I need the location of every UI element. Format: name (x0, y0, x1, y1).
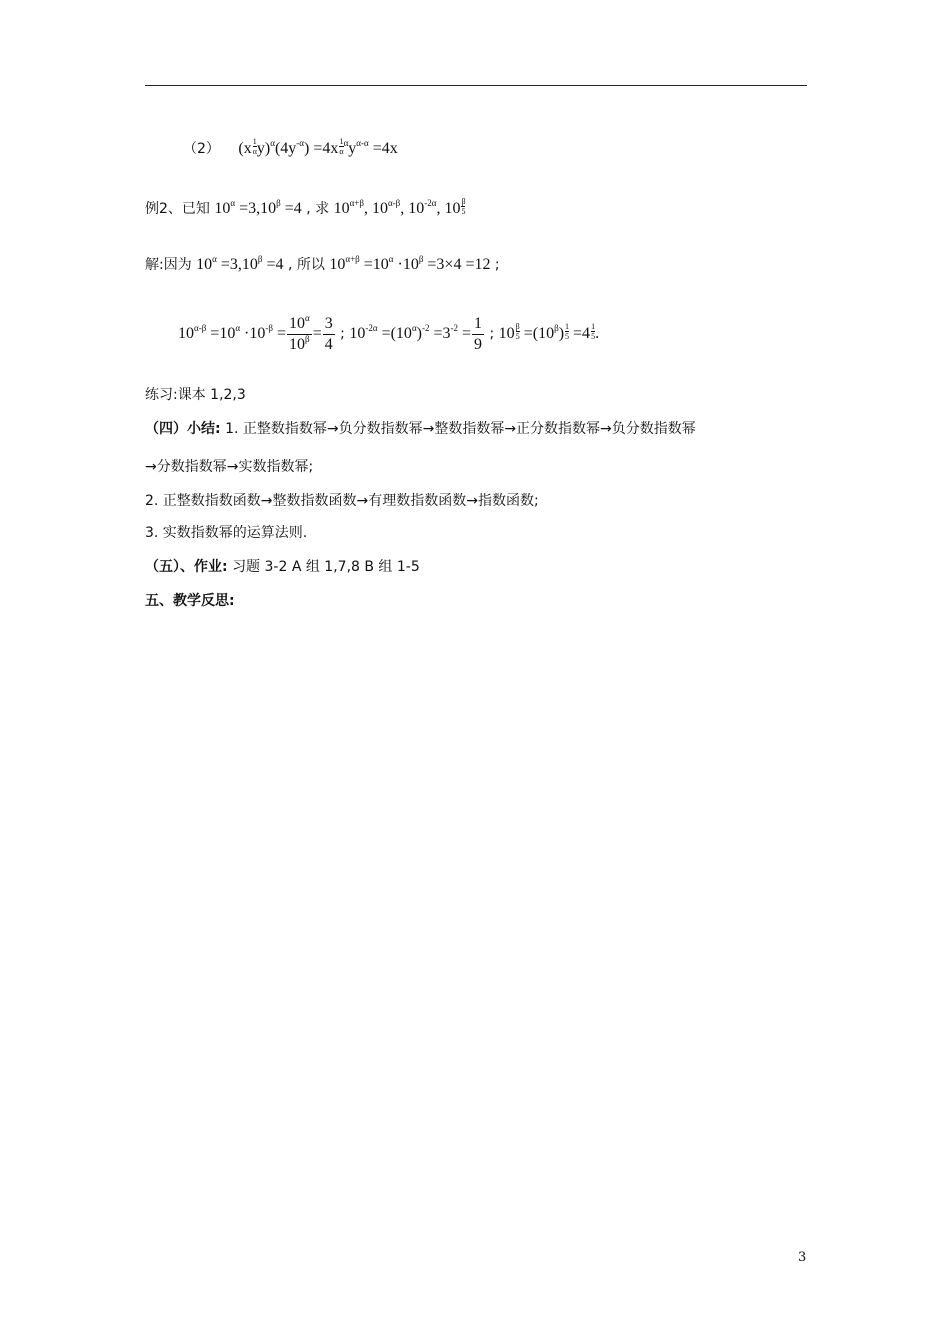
homework-line (145, 556, 420, 576)
solution-eq2a: $10^{\alpha-\beta} =10^\alpha \cdot 10^{-\beta}$ = $\frac{10^\alpha}{10^\beta}$ = $\frac{3}{4}$ (178, 313, 333, 353)
page-number: 3 (798, 1250, 807, 1265)
summary-item1-b: →分数指数幂→实数指数幂; (145, 459, 314, 475)
example2-line: 例2、已知 $10^\alpha =3,10^\beta =4$ , 求 $10^{\alpha+\beta}$, $10^{\alpha-\beta}$, $10^{-2\alpha}$, 10 $\frac{\beta}{5}$ (145, 197, 466, 217)
summary-line1 (145, 418, 696, 438)
summary-item3: 3. 实数指数幂的运算法则. (145, 525, 308, 541)
summary-item1-a: 1. 正整数指数幂→负分数指数幂→整数指数幂→正分数指数幂→负分数指数幂 (225, 421, 696, 437)
solution-eq2b: $10^{-2\alpha} =(10^\alpha)^{-2} =3^{-2}$ = $\frac{1}{9}$ (349, 315, 483, 353)
example2-prefix: 例2、已知 (145, 201, 210, 217)
homework-heading: （五）、作业: (145, 559, 228, 575)
solution-so: 所以 (296, 257, 325, 273)
example2-items: $10^{\alpha+\beta}$, $10^{\alpha-\beta}$, $10^{-2\alpha}$, 10 $\frac{\beta}{5}$ (333, 197, 466, 217)
reflection-heading: 五、教学反思: (145, 593, 235, 609)
part2-label: （2） (183, 141, 220, 157)
practice-line: 练习:课本 1,2,3 (145, 387, 246, 403)
solution-line2: $10^{\alpha-\beta} =10^\alpha \cdot 10^{-\beta}$ = $\frac{10^\alpha}{10^\beta}$ = $\frac{3}{4}$ ; $10^{-2\alpha} =(10^\alpha)^{-2} =3^{-2}$ = $\frac{1}{9}$ ; 10 $\frac{\beta}{5}$ $=(10^\beta)$ $\frac{1}{5}$ =4 $\frac{1}{5}$ . (178, 313, 600, 353)
summary-item2: 2. 正整数指数函数→整数指数函数→有理数指数函数→指数函数; (145, 493, 539, 509)
solution-eq2c: 10 $\frac{\beta}{5}$ $=(10^\beta)$ $\frac{1}{5}$ =4 $\frac{1}{5}$ . (498, 322, 600, 343)
part2-line (183, 138, 398, 158)
example2-given: $10^\alpha =3,10^\beta =4$ (214, 198, 302, 217)
solution-line1: 解:因为 $10^\alpha =3,10^\beta =4$ , 所以 $10^{\alpha+\beta} =10^\alpha \cdot 10^\beta =3\times 4 =12$ ; (145, 254, 500, 273)
summary-heading: （四）小结: (145, 421, 221, 437)
part2-expression: (x $\frac{1}{\alpha}$ $y)^\alpha(4y^{-\alpha}) =4x$ $\frac{1}{\alpha}$ $^\alpha y^{\alpha-\alpha} =4x$ (238, 137, 398, 157)
solution-eq1: $10^{\alpha+\beta} =10^\alpha \cdot 10^\beta =3\times 4 =12$ (329, 254, 491, 273)
solution-given: $10^\alpha =3,10^\beta =4$ (196, 254, 284, 273)
header-rule (145, 85, 807, 86)
example2-ask: 求 (315, 201, 330, 217)
solution-prefix: 解:因为 (145, 257, 192, 273)
homework-text: 习题 3-2 A 组 1,7,8 B 组 1-5 (232, 559, 420, 575)
